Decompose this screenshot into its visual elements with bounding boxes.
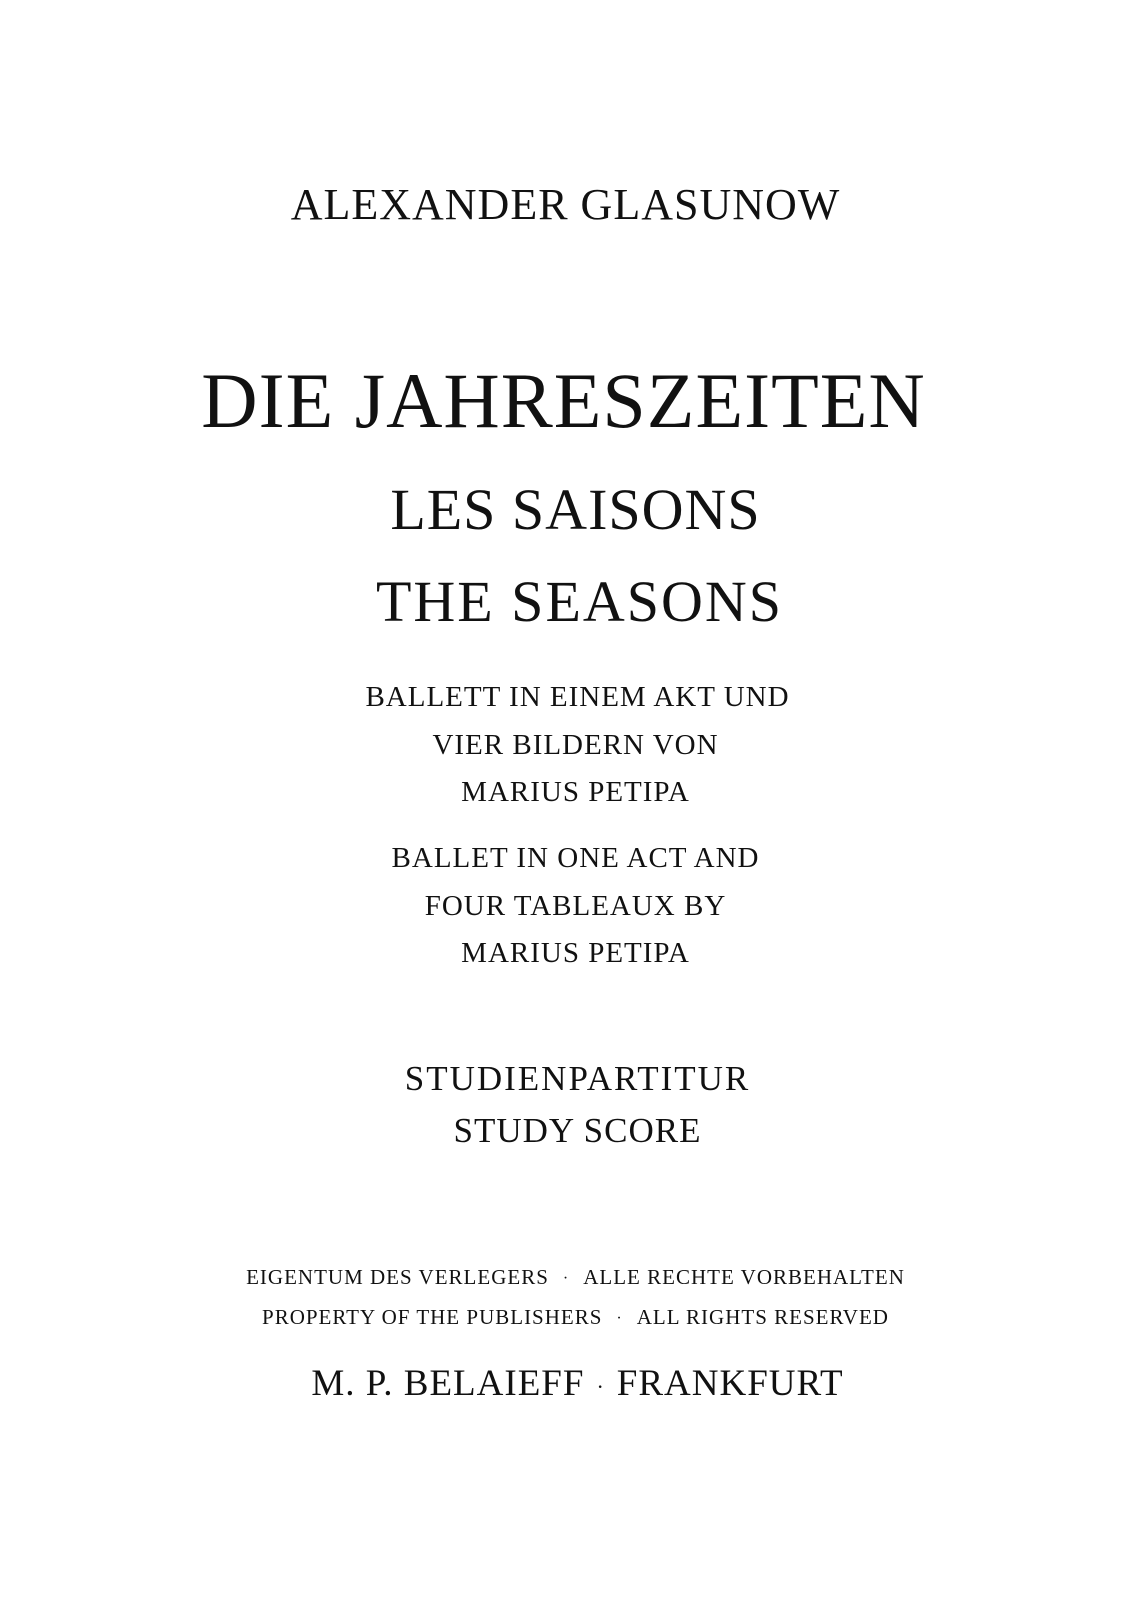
subtitle-english-line-3: MARIUS PETIPA xyxy=(461,937,690,969)
rights-english-right: ALL RIGHTS RESERVED xyxy=(636,1305,889,1329)
rights-notice-german xyxy=(10,1267,1131,1288)
subtitle-german-line-3: MARIUS PETIPA xyxy=(461,776,690,808)
rights-notice-english xyxy=(10,1307,1131,1328)
subtitle-english-line-1: BALLET IN ONE ACT AND xyxy=(391,842,760,874)
rights-german-left: EIGENTUM DES VERLEGERS xyxy=(246,1265,549,1289)
score-type-german: STUDIENPARTITUR xyxy=(404,1059,751,1098)
publisher-imprint xyxy=(12,1365,1131,1402)
subtitle-german-line-1: BALLETT IN EINEM AKT UND xyxy=(365,681,790,713)
publisher-name: M. P. BELAIEFF xyxy=(311,1363,585,1404)
subtitle-german-line-2: VIER BILDERN VON xyxy=(432,729,719,761)
separator-dot: · xyxy=(562,1270,570,1288)
separator-dot: · xyxy=(616,1310,623,1328)
separator-dot: · xyxy=(596,1373,605,1399)
subtitle-english-line-2: FOUR TABLEAUX BY xyxy=(424,890,727,922)
rights-english-left: PROPERTY OF THE PUBLISHERS xyxy=(262,1305,603,1329)
title-french: LES SAISONS xyxy=(390,477,761,542)
publisher-city: FRANKFURT xyxy=(616,1363,844,1404)
rights-german-right: ALLE RECHTE VORBEHALTEN xyxy=(583,1265,905,1289)
title-english: THE SEASONS xyxy=(375,569,784,634)
title-german: DIE JAHRESZEITEN xyxy=(201,357,926,444)
score-type-english: STUDY SCORE xyxy=(453,1111,702,1150)
composer-name: ALEXANDER GLASUNOW xyxy=(290,180,841,229)
